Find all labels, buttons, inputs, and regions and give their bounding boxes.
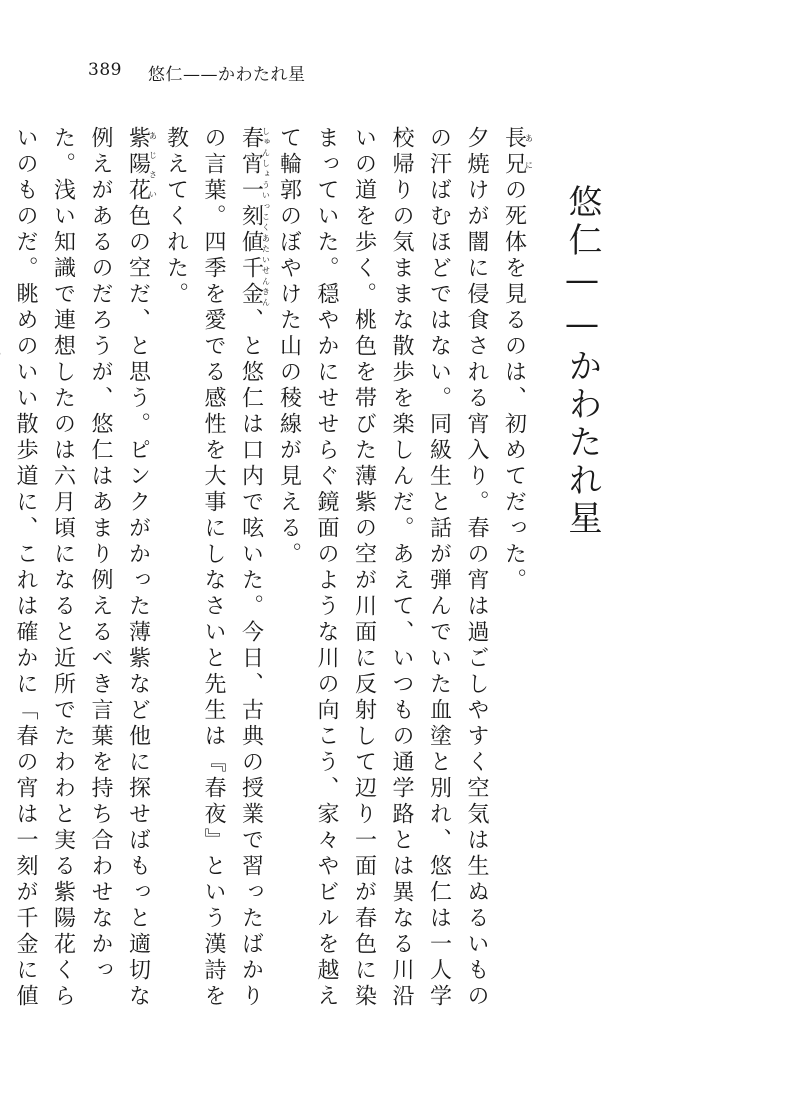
ruby-reading: あじさい bbox=[148, 126, 158, 204]
ruby-reading: あに bbox=[524, 126, 534, 178]
ruby-reading: しゅんしょういっこくあたいせんきん bbox=[261, 126, 271, 308]
ruby-ani bbox=[501, 126, 534, 178]
chapter-title: 悠仁——かわたれ星 bbox=[562, 184, 602, 538]
paragraph-4-text: 色の空だ、と思う。ピンクがかった薄紫など他に探せばもっと適切な例えがあるのだろうが、悠仁はあまり例えるべき言葉を持ち合わせなかった。浅い知識で連想したのは六月頃になると近所でたわわと実る紫陽花くらいのものだ。眺めのいい散歩道に、これは確かに「春の宵は一刻が千金に値 bbox=[13, 126, 151, 1010]
ruby-ajisai bbox=[125, 126, 158, 204]
ruby-base: 春宵一刻値千金 bbox=[238, 126, 264, 308]
running-header bbox=[88, 60, 305, 85]
ruby-base: 長兄 bbox=[501, 126, 527, 178]
paragraph-4 bbox=[0, 126, 157, 1026]
paragraph-1 bbox=[495, 126, 533, 1026]
ruby-base: 紫陽花 bbox=[125, 126, 151, 204]
paragraph-1-text: の死体を見るのは、初めてだった。 bbox=[501, 178, 527, 594]
running-title: 悠仁——かわたれ星 bbox=[147, 65, 306, 85]
paragraph-3 bbox=[157, 126, 270, 1026]
paragraph-3-text: 、と悠仁は口内で呟いた。今日、古典の授業で習ったばかりの言葉。四季を愛でる感性を大事にしなさいと先生は『春夜』という漢詩を教えてくれた。 bbox=[163, 126, 264, 1010]
body-text bbox=[0, 126, 533, 1026]
ruby-shunshou bbox=[238, 126, 271, 308]
paragraph-2: 夕焼けが闇に侵食される宵入り。春の宵は過ごしやすく空気は生ぬるいものの汗ばむほどではない。同級生と話が弾んでいた血塗と別れ、悠仁は一人学校帰りの気ままな散歩を楽しんだ。あえて、いつもの通学路とは異なる川沿いの道を歩く。桃色を帯びた薄紫の空が川面に反射して辺り一面が春色に染まっていた。穏やかにせせらぐ鏡面のような川の向こう、家々やビルを越えて輪郭のぼやけた山の稜線が見える。 bbox=[276, 126, 489, 1010]
page-number: 389 bbox=[88, 60, 122, 80]
